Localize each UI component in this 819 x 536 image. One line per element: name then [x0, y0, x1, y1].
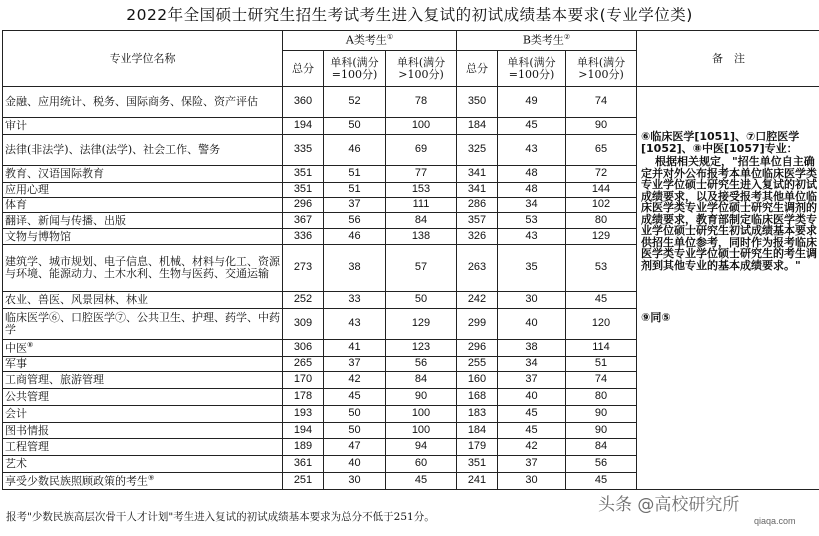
header-a-single100b: 单科(满分>100分): [386, 51, 457, 87]
score-b-single100b: 114: [566, 340, 637, 357]
header-a-single100: 单科(满分=100分): [324, 51, 386, 87]
score-a-single100: 46: [324, 135, 386, 166]
note-n1: ⑥临床医学[1051]、⑦口腔医学[1052]、⑧中医[1057]专业：: [641, 130, 800, 155]
score-a-single100b: 84: [386, 213, 457, 229]
score-a-single100b: 123: [386, 340, 457, 357]
score-b-total: 241: [457, 473, 498, 490]
header-b-single100b: 单科(满分>100分): [566, 51, 637, 87]
major-name: 翻译、新闻与传播、出版: [3, 213, 283, 229]
footnote: 报考"少数民族高层次骨干人才计划"考生进入复试的初试成绩基本要求为总分不低于251分。: [6, 511, 435, 523]
note-n2: 根据相关规定，"招生单位自主确定并对外公布报考本单位临床医学类专业学位硕士研究生进入复试的初试成绩要求，以及接受报考其他单位临床医学类专业学位硕士研究生调剂的成绩要求，教育部制定临床医学类专业学位硕士研究生初试成绩基本要求供招生单位参考，同时作为报考临床医学类专业学位硕士研究生的考生调剂到其他专业的基本成绩要求。": [641, 155, 817, 273]
score-b-single100b: 120: [566, 309, 637, 340]
score-b-total: 296: [457, 340, 498, 357]
score-b-single100: 35: [498, 245, 566, 292]
major-name: 会计: [3, 406, 283, 423]
score-a-single100: 33: [324, 292, 386, 309]
score-a-total: 273: [283, 245, 324, 292]
score-b-total: 242: [457, 292, 498, 309]
score-a-single100b: 111: [386, 198, 457, 213]
score-b-single100b: 90: [566, 423, 637, 439]
score-b-single100b: 45: [566, 292, 637, 309]
score-b-total: 341: [457, 166, 498, 183]
watermark: 头条 @高校研究所: [598, 495, 740, 515]
score-a-total: 178: [283, 389, 324, 406]
score-b-single100b: 90: [566, 118, 637, 135]
major-name: 临床医学⑥、口腔医学⑦、公共卫生、护理、药学、中药学: [3, 309, 283, 340]
score-a-single100b: 57: [386, 245, 457, 292]
score-b-single100b: 72: [566, 166, 637, 183]
score-b-total: 286: [457, 198, 498, 213]
score-b-single100: 34: [498, 357, 566, 372]
score-a-single100: 50: [324, 423, 386, 439]
score-a-total: 306: [283, 340, 324, 357]
score-b-single100: 37: [498, 456, 566, 473]
major-name: 享受少数民族照顾政策的考生⑨: [3, 473, 283, 490]
score-a-single100b: 90: [386, 389, 457, 406]
score-b-total: 351: [457, 456, 498, 473]
score-a-single100: 40: [324, 456, 386, 473]
major-name: 文物与博物馆: [3, 229, 283, 245]
major-name: 艺术: [3, 456, 283, 473]
score-b-single100b: 51: [566, 357, 637, 372]
score-a-single100: 38: [324, 245, 386, 292]
score-a-single100b: 100: [386, 118, 457, 135]
score-b-single100b: 144: [566, 183, 637, 198]
score-b-total: 255: [457, 357, 498, 372]
score-b-single100b: 129: [566, 229, 637, 245]
score-a-total: 252: [283, 292, 324, 309]
score-a-total: 265: [283, 357, 324, 372]
score-a-total: 367: [283, 213, 324, 229]
score-b-single100: 43: [498, 135, 566, 166]
score-a-single100b: 56: [386, 357, 457, 372]
score-a-total: 251: [283, 473, 324, 490]
score-b-single100b: 80: [566, 213, 637, 229]
major-name: 农业、兽医、风景园林、林业: [3, 292, 283, 309]
score-b-single100: 40: [498, 309, 566, 340]
score-b-single100b: 80: [566, 389, 637, 406]
score-b-total: 263: [457, 245, 498, 292]
score-a-single100b: 50: [386, 292, 457, 309]
score-table: [2, 30, 819, 490]
score-a-single100b: 129: [386, 309, 457, 340]
score-b-single100: 53: [498, 213, 566, 229]
major-name: 应用心理: [3, 183, 283, 198]
score-b-single100: 37: [498, 372, 566, 389]
score-a-total: 351: [283, 183, 324, 198]
score-a-single100b: 84: [386, 372, 457, 389]
score-a-single100: 52: [324, 87, 386, 118]
major-name: 金融、应用统计、税务、国际商务、保险、资产评估: [3, 87, 283, 118]
score-a-total: 193: [283, 406, 324, 423]
score-b-single100b: 84: [566, 439, 637, 456]
score-a-total: 194: [283, 423, 324, 439]
score-a-single100: 37: [324, 198, 386, 213]
score-a-single100: 37: [324, 357, 386, 372]
score-b-single100: 30: [498, 292, 566, 309]
score-a-single100b: 77: [386, 166, 457, 183]
score-b-total: 299: [457, 309, 498, 340]
major-name: 建筑学、城市规划、电子信息、机械、材料与化工、资源与环境、能源动力、土木水利、生物与医药、交通运输: [3, 245, 283, 292]
major-name: 法律(非法学)、法律(法学)、社会工作、警务: [3, 135, 283, 166]
score-b-single100: 30: [498, 473, 566, 490]
major-name: 中医⑧: [3, 340, 283, 357]
score-b-single100: 48: [498, 183, 566, 198]
score-a-single100b: 138: [386, 229, 457, 245]
score-a-single100b: 100: [386, 406, 457, 423]
header-a-total: 总分: [283, 51, 324, 87]
major-name: 审计: [3, 118, 283, 135]
major-name: 教育、汉语国际教育: [3, 166, 283, 183]
score-b-total: 184: [457, 423, 498, 439]
score-a-single100: 46: [324, 229, 386, 245]
score-b-total: 326: [457, 229, 498, 245]
score-a-total: 170: [283, 372, 324, 389]
score-b-single100b: 45: [566, 473, 637, 490]
score-b-single100: 45: [498, 423, 566, 439]
score-b-single100: 34: [498, 198, 566, 213]
score-b-total: 183: [457, 406, 498, 423]
score-b-total: 325: [457, 135, 498, 166]
score-b-single100b: 65: [566, 135, 637, 166]
score-a-total: 194: [283, 118, 324, 135]
score-a-total: 360: [283, 87, 324, 118]
score-b-single100: 49: [498, 87, 566, 118]
score-a-single100: 50: [324, 118, 386, 135]
score-a-total: 189: [283, 439, 324, 456]
header-b-single100: 单科(满分=100分): [498, 51, 566, 87]
table-row: [3, 87, 819, 118]
score-a-single100b: 45: [386, 473, 457, 490]
header-group-b: B类考生②: [457, 31, 637, 51]
score-a-single100b: 94: [386, 439, 457, 456]
header-group-a: A类考生①: [283, 31, 457, 51]
score-b-single100: 40: [498, 389, 566, 406]
score-a-total: 336: [283, 229, 324, 245]
header-b-total: 总分: [457, 51, 498, 87]
score-b-single100: 43: [498, 229, 566, 245]
score-b-single100: 45: [498, 406, 566, 423]
score-b-single100: 48: [498, 166, 566, 183]
score-a-total: 296: [283, 198, 324, 213]
score-b-total: 184: [457, 118, 498, 135]
score-a-single100: 45: [324, 389, 386, 406]
score-a-single100b: 69: [386, 135, 457, 166]
score-a-single100b: 60: [386, 456, 457, 473]
score-a-single100: 50: [324, 406, 386, 423]
score-b-single100b: 53: [566, 245, 637, 292]
score-b-single100b: 74: [566, 372, 637, 389]
remarks-notes: [637, 87, 819, 490]
score-b-single100b: 74: [566, 87, 637, 118]
score-a-single100b: 100: [386, 423, 457, 439]
score-b-single100: 38: [498, 340, 566, 357]
watermark-site: qiaqa.com: [754, 516, 796, 526]
major-name: 图书情报: [3, 423, 283, 439]
score-b-single100b: 102: [566, 198, 637, 213]
score-a-single100: 47: [324, 439, 386, 456]
score-a-single100b: 153: [386, 183, 457, 198]
score-a-single100: 30: [324, 473, 386, 490]
score-a-single100: 41: [324, 340, 386, 357]
score-b-total: 350: [457, 87, 498, 118]
score-b-single100b: 56: [566, 456, 637, 473]
score-a-single100: 56: [324, 213, 386, 229]
score-b-total: 160: [457, 372, 498, 389]
score-b-single100: 42: [498, 439, 566, 456]
score-a-total: 335: [283, 135, 324, 166]
score-a-single100: 51: [324, 166, 386, 183]
score-a-total: 351: [283, 166, 324, 183]
header-major: 专业学位名称: [3, 31, 283, 87]
header-remarks: 备 注: [637, 31, 819, 87]
score-b-total: 357: [457, 213, 498, 229]
page-title: 2022年全国硕士研究生招生考试考生进入复试的初试成绩基本要求(专业学位类): [126, 6, 693, 24]
score-a-single100b: 78: [386, 87, 457, 118]
score-a-total: 309: [283, 309, 324, 340]
score-a-single100: 51: [324, 183, 386, 198]
score-a-single100: 43: [324, 309, 386, 340]
score-a-single100: 42: [324, 372, 386, 389]
major-name: 军事: [3, 357, 283, 372]
score-b-total: 168: [457, 389, 498, 406]
score-b-single100b: 90: [566, 406, 637, 423]
major-name: 工程管理: [3, 439, 283, 456]
major-name: 体育: [3, 198, 283, 213]
note-n3: ⑨同⑤: [641, 310, 671, 324]
score-a-total: 361: [283, 456, 324, 473]
score-b-total: 341: [457, 183, 498, 198]
score-b-single100: 45: [498, 118, 566, 135]
major-name: 公共管理: [3, 389, 283, 406]
major-name: 工商管理、旅游管理: [3, 372, 283, 389]
score-b-total: 179: [457, 439, 498, 456]
